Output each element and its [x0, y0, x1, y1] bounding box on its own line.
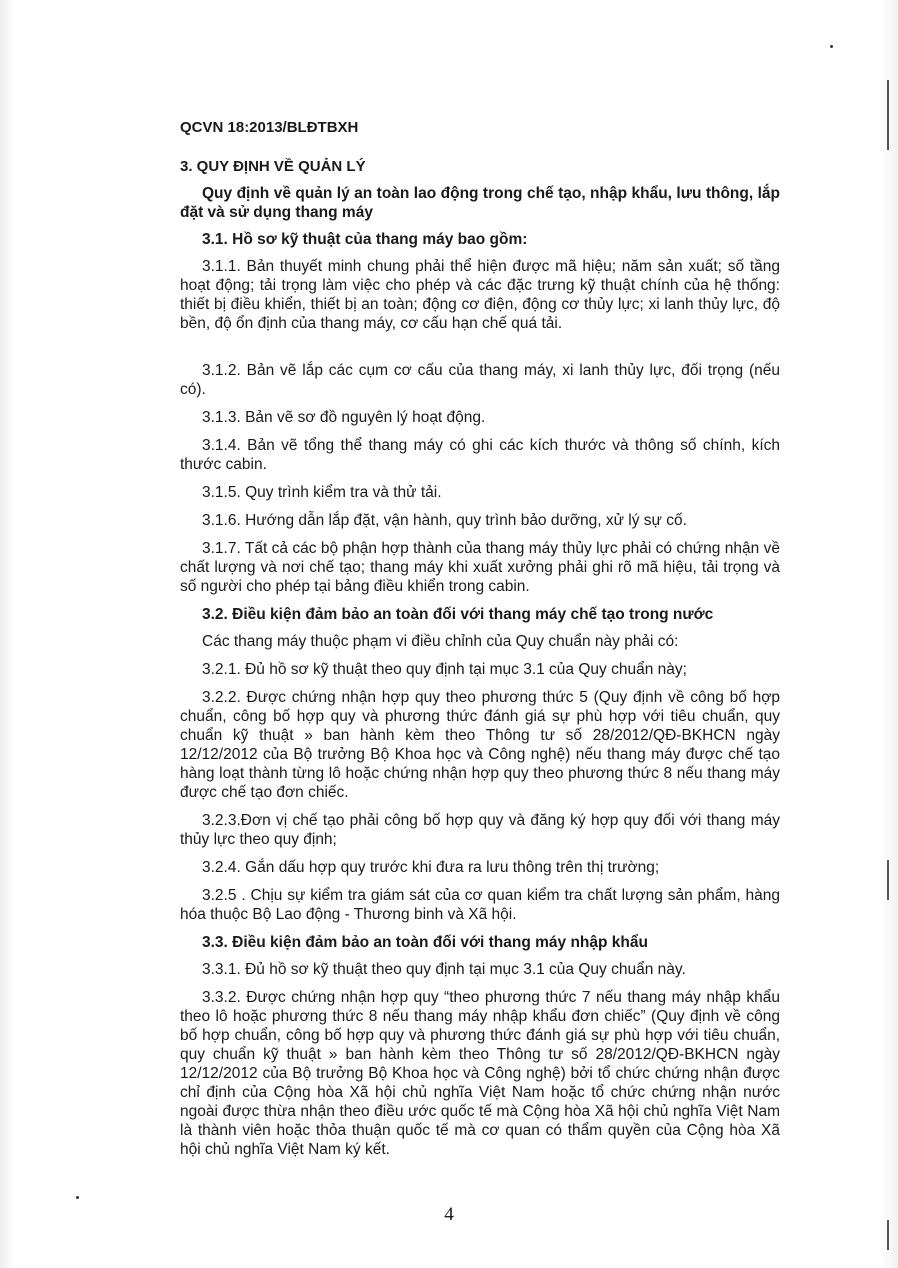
scan-artifact: [887, 860, 889, 900]
scan-artifact: [887, 80, 889, 150]
paragraph-3-1-3: 3.1.3. Bản vẽ sơ đồ nguyên lý hoạt động.: [202, 409, 486, 426]
paragraph-3-1-7: 3.1.7. Tất cả các bộ phận hợp thành của thang máy thủy lực phải có chứng nhận về chất lượng và nơi chế tạo; thang máy khi xuất xưởng phải ghi rõ mã hiệu, tải trọng và số người cho phép tại bảng điều khiển trong cabin.: [180, 540, 780, 595]
section-subtitle: Quy định về quản lý an toàn lao động trong chế tạo, nhập khẩu, lưu thông, lắp đặt và sử dụng thang máy: [180, 185, 780, 221]
scan-speck: [830, 45, 833, 48]
section-3-1-heading: 3.1. Hồ sơ kỹ thuật của thang máy bao gồm:: [202, 231, 528, 248]
paragraph-3-1-2: 3.1.2. Bản vẽ lắp các cụm cơ cấu của thang máy, xi lanh thủy lực, đối trọng (nếu có).: [180, 362, 780, 398]
paragraph-3-1-1: 3.1.1. Bản thuyết minh chung phải thể hiện được mã hiệu; năm sản xuất; số tầng hoạt động; tải trọng làm việc cho phép và các đặc trưng kỹ thuật chính của hệ thống: thiết bị điều khiển, thiết bị an toàn; động cơ điện, động cơ thủy lực; xi lanh thủy lực, độ bền, độ ổn định của thang máy, cơ cấu hạn chế quá tải.: [180, 258, 780, 332]
paragraph-3-2-5: 3.2.5 . Chịu sự kiểm tra giám sát của cơ quan kiểm tra chất lượng sản phẩm, hàng hóa thuộc Bộ Lao động - Thương binh và Xã hội.: [180, 887, 780, 923]
paragraph-3-2-2: 3.2.2. Được chứng nhận hợp quy theo phương thức 5 (Quy định về công bố hợp chuẩn, công bố hợp quy và phương thức đánh giá sự phù hợp với tiêu chuẩn, quy chuẩn kỹ thuật » ban hành kèm theo Thông tư số 28/2012/QĐ-BKHCN ngày 12/12/2012 của Bộ trưởng Bộ Khoa học và Công nghệ) nếu thang máy được chế tạo hàng loạt thành từng lô hoặc chứng nhận hợp quy theo phương thức 8 nếu thang máy được chế tạo đơn chiếc.: [180, 689, 780, 801]
paragraph-3-2-1: 3.2.1. Đủ hồ sơ kỹ thuật theo quy định tại mục 3.1 của Quy chuẩn này;: [202, 661, 687, 678]
document-code: QCVN 18:2013/BLĐTBXH: [180, 119, 359, 136]
scan-speck: [76, 1196, 79, 1199]
paragraph-3-3-2: 3.3.2. Được chứng nhận hợp quy “theo phương thức 7 nếu thang máy nhập khẩu theo lô hoặc phương thức 8 nếu thang máy nhập khẩu đơn chiếc” (Quy định về công bố hợp chuẩn, công bố hợp quy và phương thức đánh giá sự phù hợp với tiêu chuẩn, quy chuẩn kỹ thuật » ban hành kèm theo Thông tư số 28/2012/QĐ-BKHCN ngày 12/12/2012 của Bộ trưởng Bộ Khoa học và Công nghệ) bởi tổ chức chứng nhận được chỉ định của Cộng hòa Xã hội chủ nghĩa Việt Nam hoặc tổ chức chứng nhận nước ngoài được thừa nhận theo điều ước quốc tế mà Cộng hòa Xã hội chủ nghĩa Việt Nam là thành viên hoặc thỏa thuận quốc tế mà cơ quan có thẩm quyền của Cộng hòa Xã hội chủ nghĩa Việt Nam ký kết.: [180, 989, 780, 1158]
paragraph-3-1-6: 3.1.6. Hướng dẫn lắp đặt, vận hành, quy trình bảo dưỡng, xử lý sự cố.: [202, 512, 687, 529]
paragraph-3-1-5: 3.1.5. Quy trình kiểm tra và thử tải.: [202, 484, 442, 501]
page-number: 4: [444, 1204, 454, 1225]
paragraph-3-3-1: 3.3.1. Đủ hồ sơ kỹ thuật theo quy định tại mục 3.1 của Quy chuẩn này.: [202, 961, 686, 978]
section-3-3-heading: 3.3. Điều kiện đảm bảo an toàn đối với thang máy nhập khẩu: [202, 934, 648, 951]
scan-edge-right: [880, 0, 898, 1268]
document-body: [180, 118, 780, 1168]
paragraph-3-2-4: 3.2.4. Gắn dấu hợp quy trước khi đưa ra lưu thông trên thị trường;: [202, 859, 660, 876]
paragraph-3-2-intro: Các thang máy thuộc phạm vi điều chỉnh của Quy chuẩn này phải có:: [202, 633, 679, 650]
section-3-2-heading: 3.2. Điều kiện đảm bảo an toàn đối với thang máy chế tạo trong nước: [202, 606, 714, 623]
paragraph-3-1-4: 3.1.4. Bản vẽ tổng thể thang máy có ghi các kích thước và thông số chính, kích thước cabin.: [180, 437, 780, 473]
scan-edge-left: [0, 0, 14, 1268]
section-title: 3. QUY ĐỊNH VỀ QUẢN LÝ: [180, 158, 366, 175]
paragraph-3-2-3: 3.2.3.Đơn vị chế tạo phải công bố hợp quy và đăng ký hợp quy đối với thang máy thủy lực theo quy định;: [180, 812, 780, 848]
